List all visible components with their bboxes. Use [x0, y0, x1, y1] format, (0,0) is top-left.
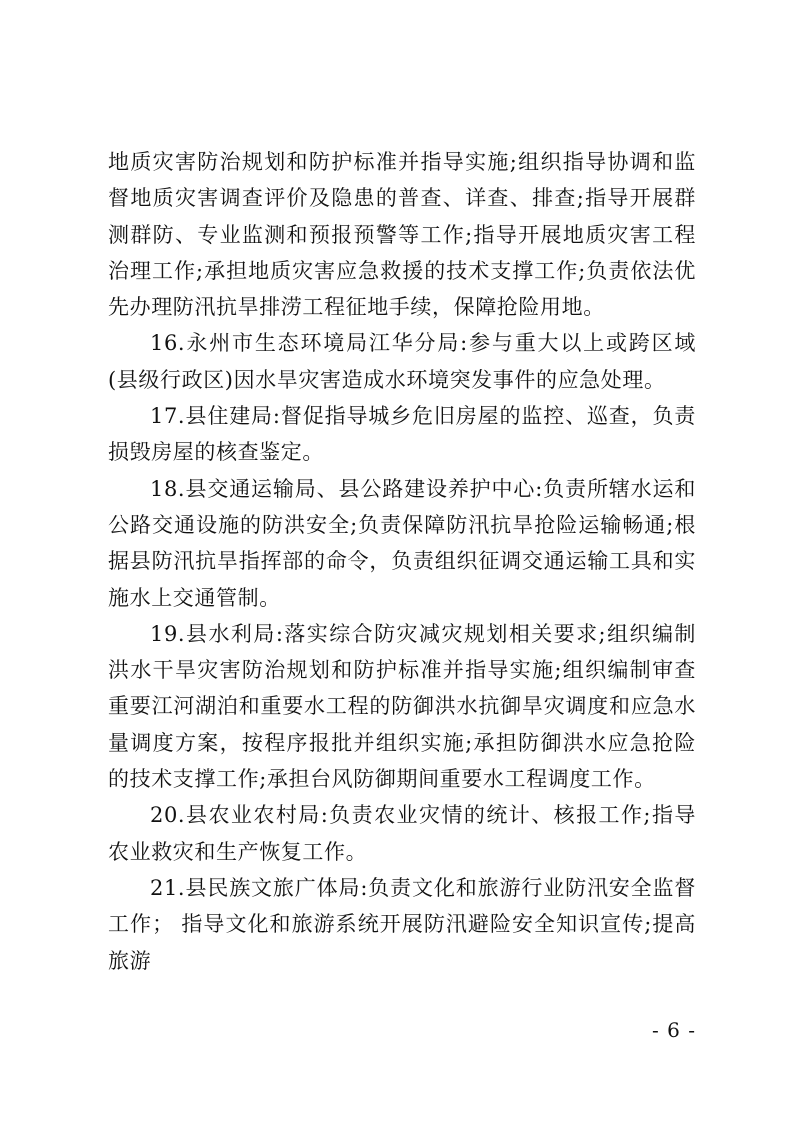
paragraph-continuation: 地质灾害防治规划和防护标准并指导实施;组织指导协调和监督地质灾害调查评价及隐患的普查、详查、排查;指导开展群测群防、专业监测和预报预警等工作;指导开展地质灾害工程治理工作;承担地质灾害应急救援的技术支撑工作;负责依法优先办理防汛抗旱排涝工程征地手续，保障抢险用地。 [108, 150, 696, 320]
paragraph-item-20: 20.县农业农村局:负责农业灾情的统计、核报工作;指导农业救灾和生产恢复工作。 [108, 803, 696, 864]
paragraph-item-18: 18.县交通运输局、县公路建设养护中心:负责所辖水运和公路交通设施的防洪安全;负责保障防汛抗旱抢险运输畅通;根据县防汛抗旱指挥部的命令，负责组织征调交通运输工具和实施水上交通管制。 [108, 476, 696, 610]
paragraph-item-19: 19.县水利局:落实综合防灾减灾规划相关要求;组织编制洪水干旱灾害防治规划和防护标准并指导实施;组织编制审查重要江河湖泊和重要水工程的防御洪水抗御旱灾调度和应急水量调度方案，按程序报批并组织实施;承担防御洪水应急抢险的技术支撑工作;承担台风防御期间重要水工程调度工作。 [108, 621, 696, 792]
page-number: - 6 - [652, 1018, 696, 1042]
document-body [108, 144, 696, 979]
paragraph-item-16: 16.永州市生态环境局江华分局:参与重大以上或跨区域(县级行政区)因水旱灾害造成水环境突发事件的应急处理。 [108, 331, 696, 392]
paragraph-item-17: 17.县住建局:督促指导城乡危旧房屋的监控、巡查，负责损毁房屋的核查鉴定。 [108, 404, 696, 465]
paragraph-item-21: 21.县民族文旅广体局:负责文化和旅游行业防汛安全监督工作； 指导文化和旅游系统开展防汛避险安全知识宣传;提高旅游 [108, 875, 696, 973]
